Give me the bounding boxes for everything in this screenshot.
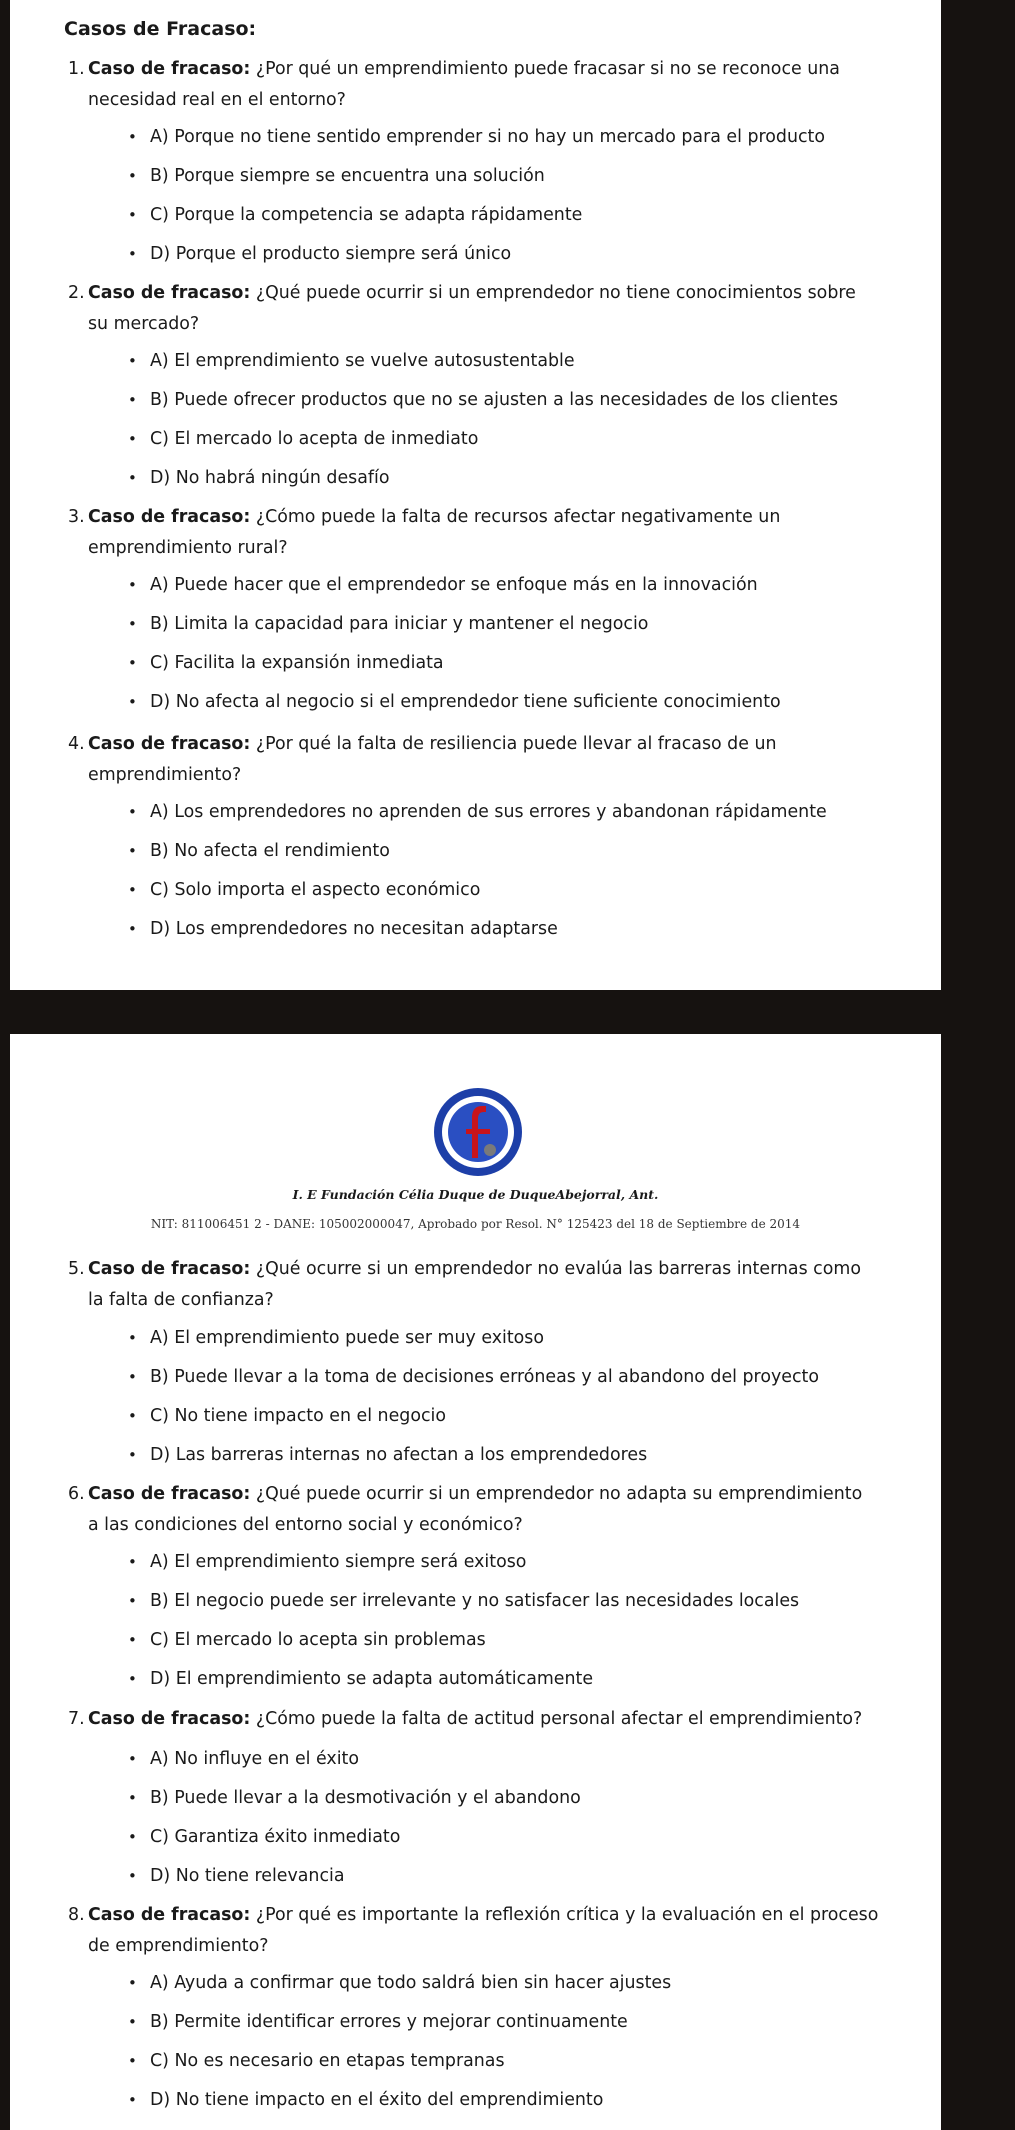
option-d: • D) No afecta al negocio si el emprendedor tiene suficiente conocimiento [150, 683, 781, 722]
question-label: Caso de fracaso: [88, 1259, 251, 1279]
question-number: 8. [68, 1905, 85, 1925]
question-label: Caso de fracaso: [88, 507, 251, 527]
question-text-cont: de emprendimiento? [88, 1936, 269, 1956]
document-page-2 [10, 1034, 941, 2130]
option-d: • D) El emprendimiento se adapta automáticamente [150, 1660, 799, 1699]
question-1 [68, 54, 888, 116]
option-c: • C) Porque la competencia se adapta rápidamente [150, 196, 825, 235]
school-crest-logo [430, 1084, 526, 1180]
option-c: • C) El mercado lo acepta de inmediato [150, 420, 838, 459]
option-b: • B) Puede llevar a la toma de decisiones erróneas y al abandono del proyecto [150, 1358, 819, 1397]
option-c: • C) Garantiza éxito inmediato [150, 1818, 581, 1857]
question-text: ¿Por qué un emprendimiento puede fracasar si no se reconoce una [250, 59, 840, 79]
nit-line: NIT: 811006451 2 - DANE: 105002000047, Aprobado por Resol. N° 125423 del 18 de Septiembre de 2014 [150, 1217, 801, 1231]
question-4 [68, 729, 888, 791]
question-text: ¿Qué puede ocurrir si un emprendedor no adapta su emprendimiento [250, 1484, 863, 1504]
question-number: 6. [68, 1484, 85, 1504]
question-label: Caso de fracaso: [88, 59, 251, 79]
option-c: • C) Facilita la expansión inmediata [150, 644, 781, 683]
options-list-2 [150, 342, 838, 498]
option-a: • A) Porque no tiene sentido emprender si no hay un mercado para el producto [150, 118, 825, 157]
question-label: Caso de fracaso: [88, 283, 251, 303]
option-a: • A) El emprendimiento siempre será exitoso [150, 1543, 799, 1582]
question-text-cont: necesidad real en el entorno? [88, 90, 346, 110]
options-list-6 [150, 1543, 799, 1699]
option-a: • A) Los emprendedores no aprenden de sus errores y abandonan rápidamente [150, 793, 827, 832]
options-list-7 [150, 1740, 581, 1896]
question-number: 1. [68, 59, 85, 79]
option-a: • A) El emprendimiento se vuelve autosustentable [150, 342, 838, 381]
option-a: • A) Ayuda a confirmar que todo saldrá bien sin hacer ajustes [150, 1964, 671, 2003]
question-label: Caso de fracaso: [88, 734, 251, 754]
school-name: I. E Fundación Célia Duque de DuqueAbejorral, Ant. [292, 1187, 659, 1202]
option-c: • C) No tiene impacto en el negocio [150, 1397, 819, 1436]
option-c: • C) El mercado lo acepta sin problemas [150, 1621, 799, 1660]
options-list-4 [150, 793, 827, 949]
question-number: 2. [68, 283, 85, 303]
question-text: ¿Qué puede ocurrir si un emprendedor no tiene conocimientos sobre [250, 283, 856, 303]
options-list-1 [150, 118, 825, 274]
question-text: ¿Por qué es importante la reflexión crítica y la evaluación en el proceso [250, 1905, 879, 1925]
question-5 [68, 1254, 888, 1316]
option-c: • C) Solo importa el aspecto económico [150, 871, 827, 910]
question-8 [68, 1900, 888, 1962]
option-a: • A) Puede hacer que el emprendedor se enfoque más en la innovación [150, 566, 781, 605]
question-3 [68, 502, 888, 564]
option-a: • A) El emprendimiento puede ser muy exitoso [150, 1319, 819, 1358]
option-d: • D) No habrá ningún desafío [150, 459, 838, 498]
options-list-5 [150, 1319, 819, 1475]
option-d: • D) Porque el producto siempre será único [150, 235, 825, 274]
question-label: Caso de fracaso: [88, 1709, 251, 1729]
question-number: 5. [68, 1259, 85, 1279]
option-a: • A) No influye en el éxito [150, 1740, 581, 1779]
question-label: Caso de fracaso: [88, 1484, 251, 1504]
question-text: ¿Qué ocurre si un emprendedor no evalúa las barreras internas como [250, 1259, 861, 1279]
question-2 [68, 278, 888, 340]
question-text: ¿Por qué la falta de resiliencia puede llevar al fracaso de un [250, 734, 777, 754]
option-b: • B) Puede ofrecer productos que no se ajusten a las necesidades de los clientes [150, 381, 838, 420]
section-title: Casos de Fracaso: [64, 18, 257, 40]
option-d: • D) No tiene impacto en el éxito del emprendimiento [150, 2081, 671, 2120]
question-text-cont: emprendimiento? [88, 765, 242, 785]
question-6 [68, 1479, 888, 1541]
option-c: • C) No es necesario en etapas tempranas [150, 2042, 671, 2081]
question-text-cont: su mercado? [88, 314, 200, 334]
question-text: ¿Cómo puede la falta de recursos afectar negativamente un [250, 507, 781, 527]
option-b: • B) Porque siempre se encuentra una solución [150, 157, 825, 196]
question-number: 7. [68, 1709, 85, 1729]
option-b: • B) Limita la capacidad para iniciar y mantener el negocio [150, 605, 781, 644]
option-b: • B) Puede llevar a la desmotivación y el abandono [150, 1779, 581, 1818]
document-page-1 [10, 0, 941, 990]
option-d: • D) Los emprendedores no necesitan adaptarse [150, 910, 827, 949]
question-text-cont: a las condiciones del entorno social y económico? [88, 1515, 523, 1535]
option-b: • B) No afecta el rendimiento [150, 832, 827, 871]
options-list-3 [150, 566, 781, 722]
options-list-8 [150, 1964, 671, 2120]
question-text-cont: emprendimiento rural? [88, 538, 288, 558]
option-d: • D) Las barreras internas no afectan a los emprendedores [150, 1436, 819, 1475]
question-number: 4. [68, 734, 85, 754]
option-b: • B) El negocio puede ser irrelevante y no satisfacer las necesidades locales [150, 1582, 799, 1621]
option-d: • D) No tiene relevancia [150, 1857, 581, 1896]
option-b: • B) Permite identificar errores y mejorar continuamente [150, 2003, 671, 2042]
question-7 [68, 1704, 888, 1735]
question-label: Caso de fracaso: [88, 1905, 251, 1925]
question-text: ¿Cómo puede la falta de actitud personal afectar el emprendimiento? [250, 1709, 863, 1729]
question-text-cont: la falta de confianza? [88, 1290, 274, 1310]
question-number: 3. [68, 507, 85, 527]
